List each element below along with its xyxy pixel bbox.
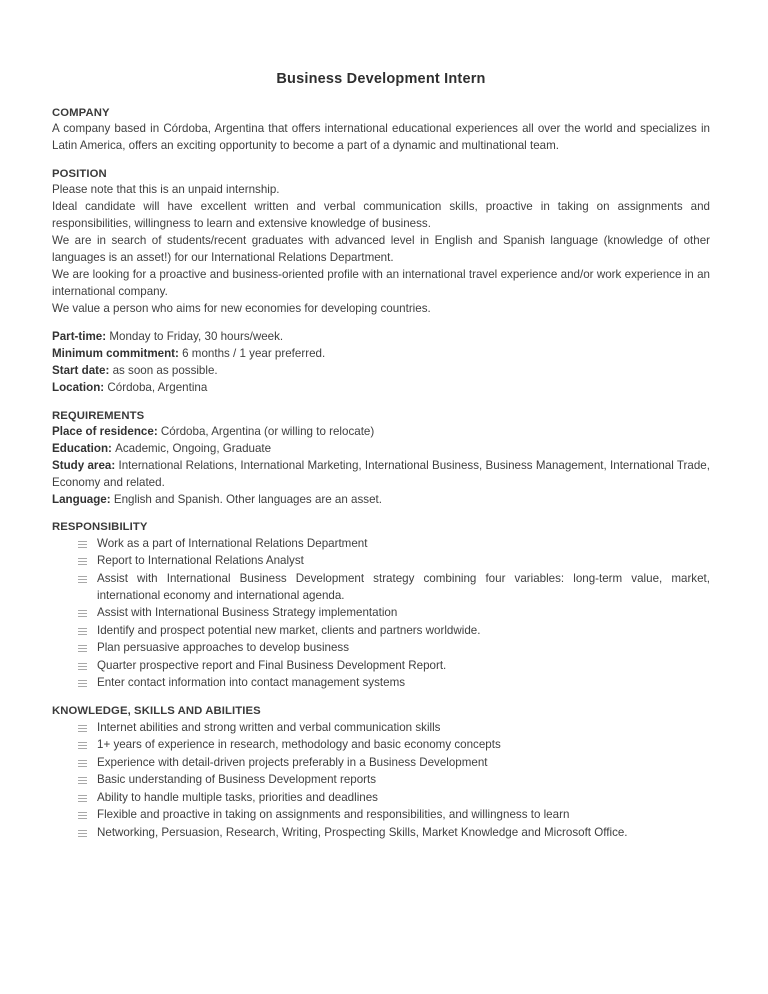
requirement-study-area-value: International Relations, International Marketing, International Business, Business Management, International Trade, Economy and related. bbox=[52, 458, 710, 489]
list-item-label: Flexible and proactive in taking on assignments and responsibilities, and willingness to learn bbox=[97, 808, 570, 822]
requirement-language-value: English and Spanish. Other languages are an asset. bbox=[113, 492, 382, 506]
requirement-education-value: Academic, Ongoing, Graduate bbox=[115, 441, 272, 455]
list-item bbox=[52, 825, 710, 842]
list-item-label: Assist with International Business Strategy implementation bbox=[97, 606, 398, 620]
list-bullet-icon bbox=[78, 777, 87, 784]
list-item bbox=[52, 807, 710, 824]
detail-minimum-commitment-label: Minimum commitment: bbox=[52, 346, 179, 360]
list-item bbox=[52, 737, 710, 754]
list-item bbox=[52, 790, 710, 807]
section-position bbox=[52, 166, 710, 396]
list-item-label: Basic understanding of Business Development reports bbox=[97, 773, 377, 787]
section-responsibility bbox=[52, 519, 710, 692]
list-item-label: 1+ years of experience in research, methodology and basic economy concepts bbox=[97, 738, 501, 752]
requirement-language-label: Language: bbox=[52, 492, 111, 506]
list-item bbox=[52, 675, 710, 692]
section-heading-knowledge: KNOWLEDGE, SKILLS AND ABILITIES bbox=[52, 705, 261, 718]
section-heading-requirements: REQUIREMENTS bbox=[52, 409, 145, 422]
requirement-language bbox=[52, 492, 710, 509]
position-paragraph-5: We value a person who aims for new economies for developing countries. bbox=[52, 301, 431, 315]
position-paragraph-2: Ideal candidate will have excellent written and verbal communication skills, proactive in taking on assignments and responsibilities, willingness to learn and extensive knowledge of business. bbox=[52, 200, 710, 231]
detail-location-value: Córdoba, Argentina bbox=[107, 380, 208, 394]
section-heading-responsibility: RESPONSIBILITY bbox=[52, 521, 148, 534]
list-item bbox=[52, 553, 710, 570]
knowledge-list bbox=[52, 720, 710, 842]
list-item bbox=[52, 658, 710, 675]
requirement-place-of-residence-value: Córdoba, Argentina (or willing to relocate) bbox=[160, 424, 375, 438]
list-item-label: Report to International Relations Analyst bbox=[97, 554, 304, 568]
list-bullet-icon bbox=[78, 610, 87, 617]
detail-part-time-value: Monday to Friday, 30 hours/week. bbox=[106, 329, 284, 343]
requirement-study-area-label: Study area: bbox=[52, 458, 116, 472]
list-bullet-icon bbox=[78, 645, 87, 652]
detail-minimum-commitment-value: 6 months / 1 year preferred. bbox=[178, 346, 326, 360]
section-knowledge-skills-abilities bbox=[52, 703, 710, 841]
list-bullet-icon bbox=[78, 541, 87, 548]
list-item bbox=[52, 755, 710, 772]
detail-start-date-value: as soon as possible. bbox=[112, 363, 218, 377]
responsibility-list bbox=[52, 536, 710, 692]
detail-location-label: Location: bbox=[52, 380, 105, 394]
list-item bbox=[52, 772, 710, 789]
list-item bbox=[52, 623, 710, 640]
list-item bbox=[52, 536, 710, 553]
list-bullet-icon bbox=[78, 663, 87, 670]
list-bullet-icon bbox=[78, 795, 87, 802]
list-item-label: Quarter prospective report and Final Business Development Report. bbox=[97, 658, 447, 672]
requirement-study-area bbox=[52, 458, 710, 492]
detail-minimum-commitment bbox=[52, 346, 710, 363]
section-heading-company: COMPANY bbox=[52, 106, 110, 119]
section-requirements bbox=[52, 408, 710, 509]
detail-start-date bbox=[52, 363, 710, 380]
list-item bbox=[52, 571, 710, 605]
list-bullet-icon bbox=[78, 742, 87, 749]
detail-part-time-label: Part-time: bbox=[52, 329, 107, 343]
detail-start-date-label: Start date: bbox=[52, 363, 110, 377]
list-item bbox=[52, 640, 710, 657]
list-bullet-icon bbox=[78, 725, 87, 732]
list-bullet-icon bbox=[78, 576, 87, 583]
position-paragraph-1: Please note that this is an unpaid internship. bbox=[52, 183, 280, 197]
list-item-label: Experience with detail-driven projects preferably in a Business Development bbox=[97, 755, 488, 769]
page-title: Business Development Intern bbox=[276, 71, 486, 87]
list-item-label: Networking, Persuasion, Research, Writing, Prospecting Skills, Market Knowledge and Microsoft Office. bbox=[97, 825, 628, 839]
detail-part-time bbox=[52, 329, 710, 346]
list-item-label: Work as a part of International Relations Department bbox=[97, 536, 368, 550]
requirement-education bbox=[52, 441, 710, 458]
list-item-label: Ability to handle multiple tasks, priorities and deadlines bbox=[97, 790, 378, 804]
list-bullet-icon bbox=[78, 680, 87, 687]
list-bullet-icon bbox=[78, 812, 87, 819]
section-heading-position: POSITION bbox=[52, 168, 107, 181]
requirement-place-of-residence bbox=[52, 424, 710, 441]
position-paragraph-4: We are looking for a proactive and business-oriented profile with an international travel experience and/or work experience in an international company. bbox=[52, 268, 710, 298]
position-paragraph-3: We are in search of students/recent graduates with advanced level in English and Spanish language (knowledge of other languages is an asset!) for our International Relations Department. bbox=[52, 234, 710, 265]
requirement-education-label: Education: bbox=[52, 441, 112, 455]
list-bullet-icon bbox=[78, 628, 87, 635]
company-paragraph: A company based in Córdoba, Argentina that offers international educational experiences all over the world and specializes in Latin America, offers an exciting opportunity to become a part of a dynamic and multinational team. bbox=[52, 122, 710, 153]
list-bullet-icon bbox=[78, 558, 87, 565]
requirement-place-of-residence-label: Place of residence: bbox=[52, 424, 158, 438]
list-item-label: Enter contact information into contact management systems bbox=[97, 676, 406, 690]
list-item bbox=[52, 720, 710, 737]
list-item-label: Assist with International Business Development strategy combining four variables: long-term value, market, international economy and international agenda. bbox=[97, 571, 710, 602]
list-bullet-icon bbox=[78, 830, 87, 837]
list-item bbox=[52, 605, 710, 622]
list-item-label: Identify and prospect potential new market, clients and partners worldwide. bbox=[97, 623, 481, 637]
detail-location bbox=[52, 380, 710, 397]
list-item-label: Plan persuasive approaches to develop business bbox=[97, 641, 350, 655]
spacer bbox=[52, 318, 710, 329]
section-company bbox=[52, 105, 710, 155]
list-item-label: Internet abilities and strong written and verbal communication skills bbox=[97, 720, 441, 734]
list-bullet-icon bbox=[78, 760, 87, 767]
